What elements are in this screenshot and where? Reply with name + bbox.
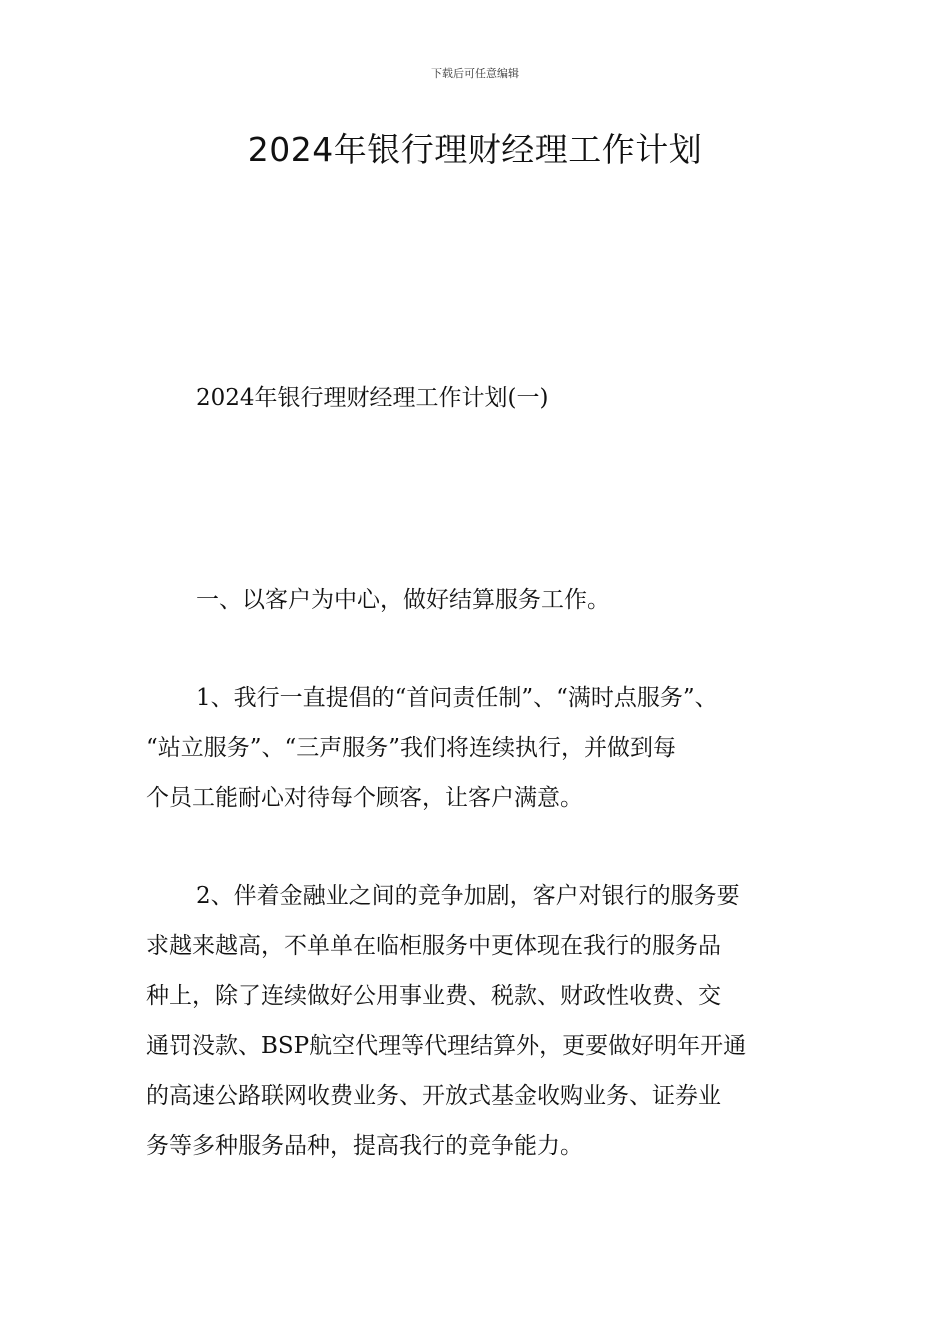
subtitle: 2024年银行理财经理工作计划(一) (196, 385, 549, 411)
paragraph-line: 个员工能耐心对待每个顾客，让客户满意。 (146, 785, 583, 811)
paragraph-1 (146, 673, 826, 823)
paragraph-line: 求越来越高，不单单在临柜服务中更体现在我行的服务品 (146, 933, 721, 959)
paragraph-2 (146, 871, 826, 1171)
paragraph-line: “站立服务”、“三声服务”我们将连续执行，并做到每 (146, 735, 677, 761)
paragraph-line: 务等多种服务品种，提高我行的竞争能力。 (146, 1133, 583, 1159)
paragraph-line: 1、我行一直提倡的“首问责任制”、“满时点服务”、 (196, 685, 718, 711)
paragraph-line: 种上，除了连续做好公用事业费、税款、财政性收费、交 (146, 983, 721, 1009)
paragraph-line: 通罚没款、BSP航空代理等代理结算外，更要做好明年开通 (146, 1033, 747, 1059)
header-note: 下载后可任意编辑 (431, 67, 519, 80)
paragraph-line: 的高速公路联网收费业务、开放式基金收购业务、证券业 (146, 1083, 721, 1109)
section-heading: 一、以客户为中心，做好结算服务工作。 (196, 587, 610, 613)
document-title: 2024年银行理财经理工作计划 (247, 130, 703, 169)
paragraph-line: 2、伴着金融业之间的竞争加剧，客户对银行的服务要 (196, 883, 740, 909)
